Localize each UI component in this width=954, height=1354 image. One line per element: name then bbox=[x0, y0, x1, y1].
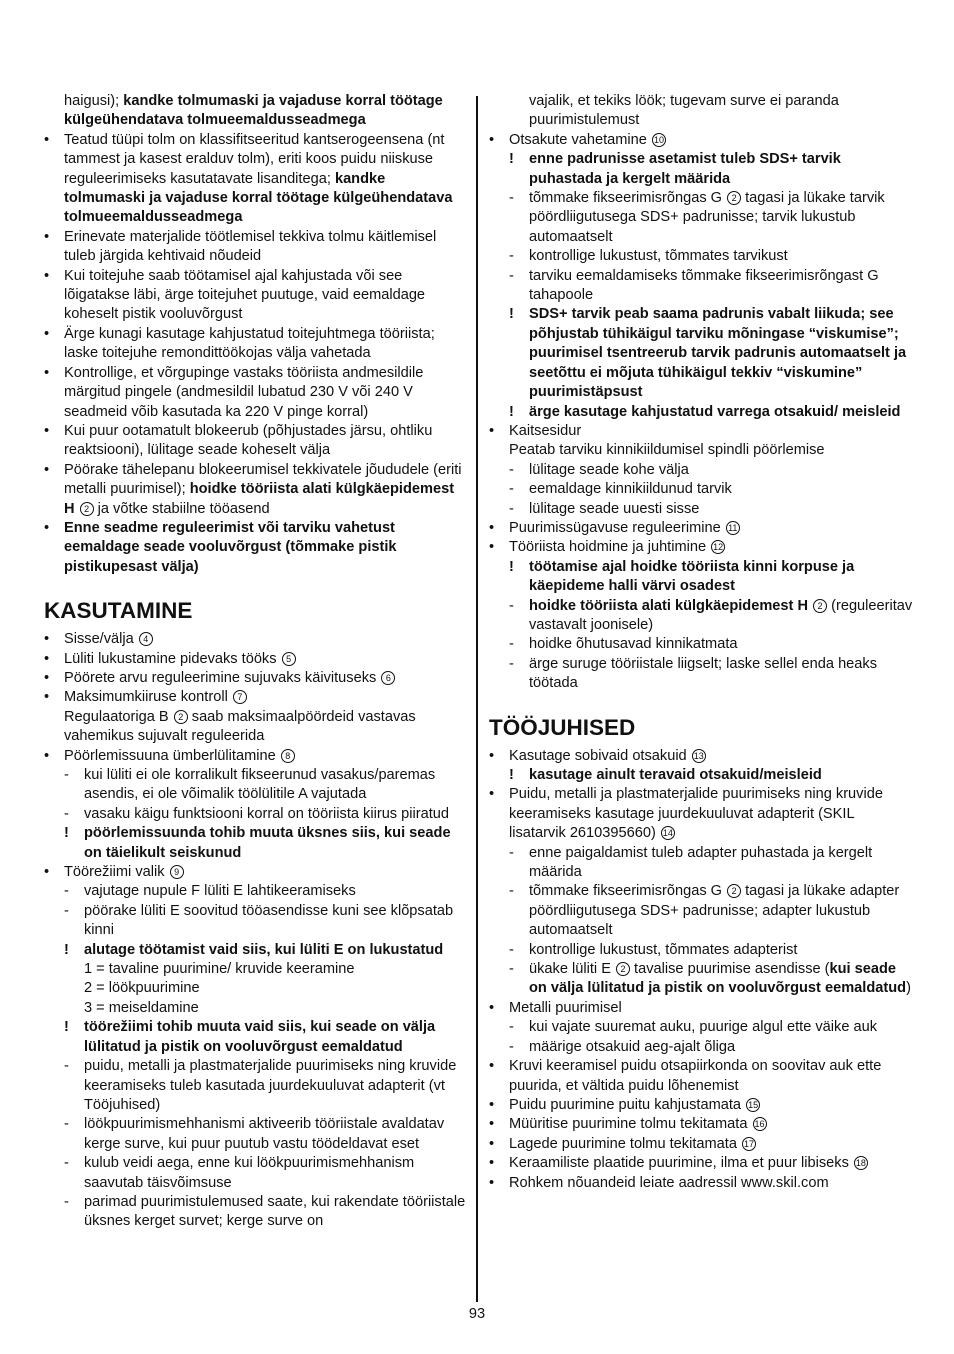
bullet-item bbox=[44, 267, 468, 325]
bullet-marker: • bbox=[44, 519, 50, 536]
dash-item bbox=[489, 882, 913, 940]
dash-item bbox=[44, 805, 468, 824]
dash-item bbox=[489, 1038, 913, 1057]
bullet-marker: • bbox=[44, 325, 50, 342]
warning-item bbox=[44, 941, 468, 960]
bullet-marker: • bbox=[44, 689, 50, 706]
dash-item bbox=[489, 844, 913, 883]
bullet-marker: • bbox=[44, 650, 50, 667]
text: Kui toitejuhe saab töötamisel ajal kahjustada või see lõigatakse läbi, ärge toitejuhet puutuge, vaid eemaldage koheselt pistik vooluvõrgust bbox=[64, 267, 426, 323]
bullet-marker: • bbox=[44, 267, 50, 284]
text: haigusi); bbox=[64, 93, 124, 109]
text: Müüritise puurimine tolmu tekitamata bbox=[509, 1116, 752, 1133]
dash-marker: - bbox=[509, 461, 514, 478]
text: Regulaatoriga B bbox=[64, 708, 173, 725]
dash-item bbox=[44, 1154, 468, 1193]
text: ärge suruge tööriistale liigselt; laske sellel enda heaks töötada bbox=[529, 655, 878, 692]
bullet-item bbox=[44, 863, 468, 882]
figure-reference-number: 10 bbox=[653, 134, 664, 145]
dash-marker: - bbox=[509, 248, 514, 265]
section-heading: KASUTAMINE bbox=[44, 598, 193, 624]
dash-item bbox=[489, 597, 913, 636]
dash-item bbox=[489, 461, 913, 480]
figure-reference-number: 12 bbox=[713, 542, 724, 553]
dash-marker: - bbox=[64, 1155, 69, 1172]
bullet-item bbox=[489, 519, 913, 538]
bullet-marker: • bbox=[489, 1174, 495, 1191]
warn-marker: ! bbox=[509, 151, 514, 168]
text: Kaitsesidur bbox=[509, 422, 582, 439]
text: Puurimissügavuse reguleerimine bbox=[509, 519, 725, 536]
text: Tööriista hoidmine ja juhtimine bbox=[509, 539, 711, 556]
bullet-item bbox=[489, 1135, 913, 1154]
bullet-marker: • bbox=[44, 131, 50, 148]
text: tagasi ja lükake adapter pöördliigutusega SDS+ padrunisse; adapter lukustub automaatselt bbox=[529, 883, 900, 939]
bold-text: SDS+ tarvik peab saama padrunis vabalt liikuda; see põhjustab tühikäigul tarviku mõningase “viskumise”; puurimisel tsentreerub tarvik padrunis automaatselt ja seetõttu ei mõjuta tühikäigul tekkiv “viskumine” puurimistäpsust bbox=[529, 306, 907, 401]
bold-text: hoidke tööriista alati külgkäepidemest H bbox=[64, 481, 455, 517]
figure-reference-number: 14 bbox=[662, 828, 673, 839]
bullet-item bbox=[44, 630, 468, 649]
text: lülitage seade kohe välja bbox=[529, 461, 689, 478]
text: lülitage seade uuesti sisse bbox=[529, 500, 700, 517]
bold-text: alutage töötamist vaid siis, kui lüliti E on lukustatud bbox=[84, 941, 444, 958]
bullet-item bbox=[489, 785, 913, 843]
bullet-marker: • bbox=[489, 422, 495, 439]
bullet-marker: • bbox=[44, 461, 50, 478]
bold-text: kandke tolmumaski ja vajaduse korral töötage külgeühendatava tolmueemaldusseadmega bbox=[64, 93, 443, 129]
dash-marker: - bbox=[509, 481, 514, 498]
bullet-marker: • bbox=[489, 786, 495, 803]
bullet-marker: • bbox=[489, 1155, 495, 1172]
figure-reference-number: 16 bbox=[754, 1119, 765, 1130]
bullet-item bbox=[44, 131, 468, 228]
text: Keraamiliste plaatide puurimine, ilma et puur libiseks bbox=[509, 1155, 853, 1172]
figure-reference-number: 15 bbox=[748, 1099, 759, 1110]
bullet-item bbox=[489, 422, 913, 441]
bold-text: hoidke tööriista alati külgkäepidemest H bbox=[529, 597, 813, 614]
bullet-marker: • bbox=[44, 631, 50, 648]
text: Sisse/välja bbox=[64, 631, 138, 648]
text: tagasi ja lükake tarvik pöördliigutusega SDS+ padrunisse; tarvik lukustub automaatselt bbox=[529, 190, 885, 245]
warning-item bbox=[44, 824, 468, 863]
text: Pöörake tähelepanu blokeerumisel tekkivatele jõududele (eriti metalli puurimisel); bbox=[64, 461, 462, 498]
continuation-text bbox=[44, 708, 468, 747]
bullet-item bbox=[489, 1174, 913, 1193]
bullet-item bbox=[489, 1057, 913, 1096]
bullet-item bbox=[44, 688, 468, 707]
dash-marker: - bbox=[509, 636, 514, 653]
text: kui vajate suuremat auku, puurige algul ette väike auk bbox=[529, 1019, 878, 1036]
continuation-text bbox=[44, 999, 468, 1018]
bullet-marker: • bbox=[489, 519, 495, 536]
right-column bbox=[489, 92, 913, 1193]
text: kulub veidi aega, enne kui löökpuurimismehhanism saavutab täisvõimsuse bbox=[84, 1155, 415, 1191]
text: ) bbox=[906, 980, 911, 997]
dash-item bbox=[44, 882, 468, 901]
bullet-marker: • bbox=[489, 1096, 495, 1113]
figure-reference-number: 2 bbox=[80, 502, 94, 516]
bullet-marker: • bbox=[489, 747, 495, 764]
figure-reference-number: 13 bbox=[693, 750, 704, 761]
warn-marker: ! bbox=[509, 558, 514, 575]
bullet-item bbox=[489, 538, 913, 557]
figure-reference-number: 2 bbox=[727, 884, 741, 898]
figure-reference-number: 4 bbox=[139, 632, 153, 646]
text: 3 = meiseldamine bbox=[84, 999, 199, 1016]
dash-marker: - bbox=[64, 883, 69, 900]
text: parimad puurimistulemused saate, kui rakendate tööriistale üksnes kerget survet; kerge surve on bbox=[84, 1193, 466, 1230]
text: Rohkem nõuandeid leiate aadressil www.skil.com bbox=[509, 1174, 829, 1191]
figure-reference-number: 2 bbox=[727, 191, 741, 205]
bold-text: ärge kasutage kahjustatud varrega otsakuid/ meisleid bbox=[529, 403, 901, 420]
text: tarviku eemaldamiseks tõmmake fikseerimisrõngast G tahapoole bbox=[529, 267, 879, 304]
continuation-text bbox=[44, 960, 468, 979]
bullet-item bbox=[489, 1154, 913, 1173]
warn-marker: ! bbox=[509, 306, 514, 323]
text: pöörake lüliti E soovitud tööasendisse kuni see klõpsatab kinni bbox=[84, 902, 454, 939]
dash-marker: - bbox=[509, 941, 514, 958]
left-column bbox=[44, 92, 468, 1232]
warn-marker: ! bbox=[64, 941, 69, 958]
bullet-item bbox=[44, 669, 468, 688]
text: Lagede puurimine tolmu tekitamata bbox=[509, 1135, 742, 1152]
warn-marker: ! bbox=[509, 767, 514, 783]
bullet-item bbox=[489, 131, 913, 150]
text: Kui puur ootamatult blokeerub (põhjustades järsu, ohtliku reaktsiooni), lülitage seade koheselt välja bbox=[64, 422, 433, 459]
bullet-item bbox=[489, 1115, 913, 1134]
text: Kruvi keeramisel puidu otsapiirkonda on soovitav auk ette puurida, et vältida puidu lõhenemist bbox=[509, 1058, 882, 1094]
dash-marker: - bbox=[509, 267, 514, 284]
text: Kasutage sobivaid otsakuid bbox=[509, 747, 691, 764]
text: ja võtke stabiilne tööasend bbox=[93, 500, 270, 517]
dash-item bbox=[489, 1018, 913, 1037]
bullet-marker: • bbox=[44, 747, 50, 764]
figure-reference-number: 2 bbox=[616, 962, 630, 976]
warning-item bbox=[489, 403, 913, 422]
text: Maksimumkiiruse kontroll bbox=[64, 689, 232, 706]
text: tõmmake fikseerimisrõngas G bbox=[529, 883, 727, 900]
bullet-item bbox=[44, 519, 468, 577]
text: 1 = tavaline puurimine/ kruvide keeramine bbox=[84, 961, 355, 978]
column-divider bbox=[476, 96, 478, 1302]
continuation-text bbox=[489, 92, 913, 131]
bold-text: Enne seadme reguleerimist või tarviku vahetust eemaldage seade vooluvõrgust (tõmmake pistik pistikupesast välja) bbox=[64, 519, 397, 575]
continuation-text bbox=[44, 979, 468, 998]
dash-marker: - bbox=[64, 805, 69, 822]
warning-item bbox=[489, 305, 913, 402]
dash-marker: - bbox=[64, 1058, 69, 1075]
dash-item bbox=[489, 480, 913, 499]
bullet-item bbox=[44, 364, 468, 422]
dash-marker: - bbox=[509, 883, 514, 900]
dash-item bbox=[44, 1115, 468, 1154]
section-heading: TÖÖJUHISED bbox=[489, 714, 636, 740]
text: tavalise puurimise asendisse ( bbox=[629, 961, 830, 978]
warn-marker: ! bbox=[64, 825, 69, 842]
bullet-item bbox=[44, 325, 468, 364]
bullet-marker: • bbox=[44, 364, 50, 381]
dash-item bbox=[489, 941, 913, 960]
continuation-text bbox=[44, 92, 468, 131]
figure-reference-number: 8 bbox=[281, 749, 295, 763]
bold-text: kasutage ainult teravaid otsakuid/meisleid bbox=[529, 767, 822, 783]
bullet-marker: • bbox=[489, 999, 495, 1016]
dash-marker: - bbox=[64, 902, 69, 919]
dash-marker: - bbox=[509, 844, 514, 861]
dash-item bbox=[489, 189, 913, 247]
figure-reference-number: 2 bbox=[813, 599, 827, 613]
text: Erinevate materjalide töötlemisel tekkiva tolmu käitlemisel tuleb järgida kehtivaid nõudeid bbox=[64, 228, 437, 265]
figure-reference-number: 17 bbox=[744, 1138, 755, 1149]
dash-marker: - bbox=[64, 1193, 69, 1210]
figure-reference-number: 18 bbox=[855, 1158, 866, 1169]
dash-marker: - bbox=[509, 1038, 514, 1055]
text: määrige otsakuid aeg-ajalt õliga bbox=[529, 1038, 736, 1055]
text: kontrollige lukustust, tõmmates adapterist bbox=[529, 941, 798, 958]
text: saab maksimaalpöördeid vastavas vahemikus sujuvalt reguleerida bbox=[64, 708, 416, 745]
dash-marker: - bbox=[509, 597, 514, 614]
bullet-item bbox=[44, 650, 468, 669]
dash-item bbox=[489, 247, 913, 266]
text: (reguleeritav vastavalt joonisele) bbox=[529, 597, 913, 633]
text: löökpuurimismehhanismi aktiveerib tööriistale avaldatav kerge surve, kui puur puutub vastu töödeldavat eset bbox=[84, 1116, 445, 1152]
bold-text: pöörlemissuunda tohib muuta üksnes siis, kui seade on täielikult seiskunud bbox=[84, 825, 451, 861]
text: enne paigaldamist tuleb adapter puhastada ja kergelt määrida bbox=[529, 844, 873, 881]
continuation-text bbox=[489, 441, 913, 460]
warning-item bbox=[489, 558, 913, 597]
bold-text: enne padrunisse asetamist tuleb SDS+ tarvik puhastada ja kergelt määrida bbox=[529, 151, 841, 187]
bullet-item bbox=[44, 228, 468, 267]
text: Puidu puurimine puitu kahjustamata bbox=[509, 1096, 746, 1113]
text: Pöörlemissuuna ümberlülitamine bbox=[64, 747, 280, 764]
dash-item bbox=[489, 500, 913, 519]
text: Otsakute vahetamine bbox=[509, 131, 651, 148]
bullet-marker: • bbox=[44, 864, 50, 881]
figure-reference-number: 9 bbox=[170, 865, 184, 879]
dash-marker: - bbox=[509, 190, 514, 207]
bold-text: töötamise ajal hoidke tööriista kinni korpuse ja käepideme halli värvi osadest bbox=[529, 558, 855, 595]
text: Teatud tüüpi tolm on klassifitseeritud kantserogeensena (nt tammest ja kasest eralduv tolm), eriti koos puidu niiskuse reguleerimiseks kasutatavate lisanditega; bbox=[64, 131, 445, 187]
bullet-marker: • bbox=[489, 539, 495, 556]
bold-text: töörežiimi tohib muuta vaid siis, kui seade on välja lülitatud ja pistik on vooluvõrgust eemaldatud bbox=[84, 1019, 436, 1055]
bullet-item bbox=[489, 747, 913, 766]
warn-marker: ! bbox=[64, 1019, 69, 1036]
dash-marker: - bbox=[509, 1019, 514, 1036]
text: ükake lüliti E bbox=[529, 961, 615, 978]
text: Peatab tarviku kinnikiildumisel spindli pöörlemise bbox=[509, 442, 825, 459]
dash-marker: - bbox=[509, 655, 514, 672]
text: vasaku käigu funktsiooni korral on tööriista kiirus piiratud bbox=[84, 805, 450, 822]
text: kontrollige lukustust, tõmmates tarvikust bbox=[529, 248, 788, 265]
dash-item bbox=[44, 902, 468, 941]
text: vajutage nupule F lüliti E lahtikeeramiseks bbox=[84, 883, 356, 900]
text: vajalik, et tekiks löök; tugevam surve ei paranda puurimistulemust bbox=[529, 93, 839, 129]
figure-reference-number: 2 bbox=[174, 710, 188, 724]
dash-marker: - bbox=[64, 1116, 69, 1133]
text: Puidu, metalli ja plastmaterjalide puurimiseks ning kruvide keeramiseks kasutage juurdekuuluvat adapterit (SKIL lisatarvik 2610395660) bbox=[509, 786, 883, 842]
text: Lüliti lukustamine pidevaks tööks bbox=[64, 650, 281, 667]
dash-item bbox=[489, 960, 913, 999]
text: puidu, metalli ja plastmaterjalide puurimiseks ning kruvide keeramiseks tuleb kasutada juurdekuuluvat adapterit (vt Tööjuhised) bbox=[84, 1058, 457, 1113]
bullet-item bbox=[489, 999, 913, 1018]
dash-item bbox=[44, 1057, 468, 1115]
figure-reference-number: 11 bbox=[726, 521, 740, 535]
bullet-item bbox=[44, 747, 468, 766]
dash-item bbox=[489, 635, 913, 654]
warning-item bbox=[489, 150, 913, 189]
warning-item bbox=[489, 766, 913, 785]
text: Ärge kunagi kasutage kahjustatud toitejuhtmega tööriista; laske toitejuhe remondittöökojas välja vahetada bbox=[64, 325, 435, 362]
text: eemaldage kinnikiildunud tarvik bbox=[529, 481, 732, 498]
text: kui lüliti ei ole korralikult fikseerunud vasakus/paremas asendis, ei ole võimalik töölülitile A vajutada bbox=[84, 767, 436, 803]
page-number: 93 bbox=[468, 1306, 486, 1322]
dash-item bbox=[44, 1193, 468, 1232]
bold-text: kui seade on välja lülitatud ja pistik on vooluvõrgust eemaldatud bbox=[529, 961, 907, 997]
text: Kontrollige, et võrgupinge vastaks tööriista andmesildile märgitud pingele (andmesildil lubatud 230 V või 240 V seadmeid võib kasutada ka 220 V pinge korral) bbox=[64, 364, 424, 420]
text: Pöörete arvu reguleerimine sujuvaks käivituseks bbox=[64, 669, 381, 686]
dash-item bbox=[489, 655, 913, 694]
dash-marker: - bbox=[509, 500, 514, 517]
dash-marker: - bbox=[64, 767, 69, 783]
bullet-marker: • bbox=[489, 1135, 495, 1152]
text: hoidke õhutusavad kinnikatmata bbox=[529, 636, 738, 653]
figure-reference-number: 7 bbox=[233, 690, 247, 704]
figure-reference-number: 5 bbox=[282, 652, 296, 666]
dash-item bbox=[44, 766, 468, 805]
dash-item bbox=[489, 267, 913, 306]
dash-marker: - bbox=[509, 961, 514, 978]
warning-item bbox=[44, 1018, 468, 1057]
bullet-marker: • bbox=[489, 131, 495, 148]
bullet-item bbox=[489, 1096, 913, 1115]
bullet-marker: • bbox=[44, 228, 50, 245]
bold-text: kandke tolmumaski ja vajaduse korral töötage külgeühendatava tolmueemaldusseadmega bbox=[64, 170, 453, 226]
bullet-marker: • bbox=[489, 1058, 495, 1075]
text: tõmmake fikseerimisrõngas G bbox=[529, 190, 727, 207]
text: Metalli puurimisel bbox=[509, 999, 622, 1016]
bullet-marker: • bbox=[44, 669, 50, 686]
bullet-item bbox=[44, 461, 468, 519]
bullet-item bbox=[44, 422, 468, 461]
figure-reference-number: 6 bbox=[381, 671, 395, 685]
bullet-marker: • bbox=[44, 422, 50, 439]
text: Töörežiimi valik bbox=[64, 864, 169, 881]
text: 2 = löökpuurimine bbox=[84, 980, 200, 997]
bullet-marker: • bbox=[489, 1116, 495, 1133]
warn-marker: ! bbox=[509, 403, 514, 420]
